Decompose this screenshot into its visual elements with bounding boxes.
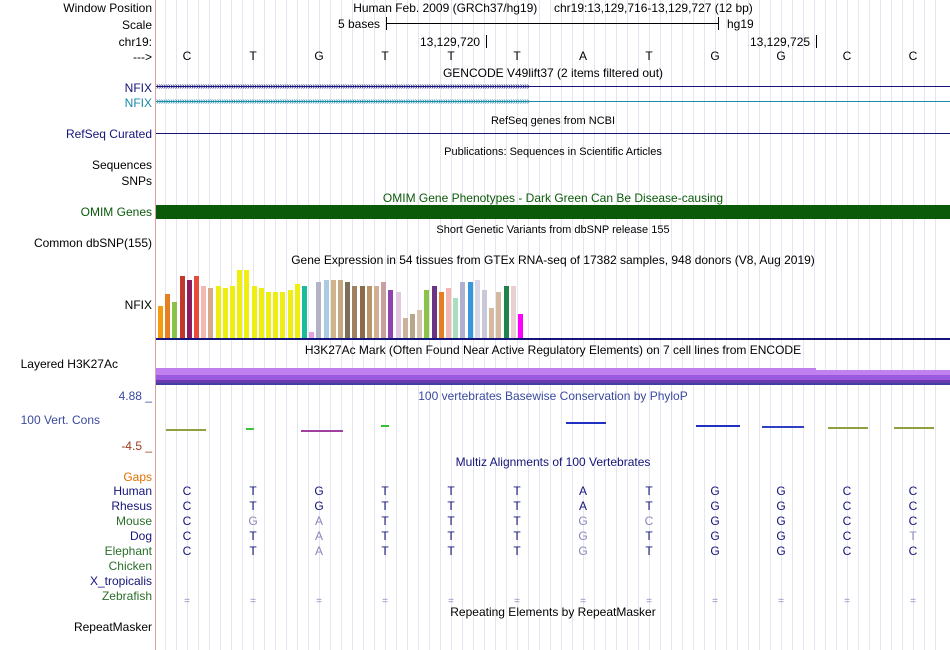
layered-h3k27ac-label[interactable]: Layered H3K27Ac (20, 357, 118, 371)
reference-base: C (842, 49, 852, 63)
gtex-tissue-bar[interactable] (410, 314, 415, 338)
multiz-species-label[interactable]: Elephant (104, 544, 152, 558)
multiz-base: T (447, 499, 455, 513)
gencode-title: GENCODE V49lift37 (2 items filtered out) (442, 66, 664, 80)
multiz-base: T (645, 484, 653, 498)
gtex-tissue-bar[interactable] (187, 280, 192, 338)
phylop-min-label: -4.5 _ (121, 439, 152, 453)
gtex-tissue-bar[interactable] (331, 280, 336, 338)
nfix-transcript-2[interactable]: ›››››››››››››››››››››››››››››››››››››››››››››››››››››››››››››››››››››››››››››››››››››››››››››››››››››››››››››››››››››››››››››››››››››››››››››››››››››››››››››››› (156, 97, 950, 107)
gtex-tissue-bar[interactable] (511, 286, 516, 338)
multiz-base: = (778, 596, 784, 607)
multiz-base: T (645, 499, 653, 513)
multiz-base: T (645, 529, 653, 543)
h3k27ac-layer-4[interactable] (156, 383, 950, 385)
multiz-base: = (382, 596, 388, 607)
omim-genes-label[interactable]: OMIM Genes (80, 205, 152, 219)
multiz-base: T (447, 544, 455, 558)
gtex-tissue-bar[interactable] (230, 286, 235, 338)
reference-base: C (182, 49, 192, 63)
scale-bases-text: 5 bases (338, 17, 381, 31)
coordinate-label-1: 13,129,720 (420, 35, 481, 49)
reference-base: T (249, 49, 257, 63)
common-dbsnp-label[interactable]: Common dbSNP(155) (33, 236, 152, 250)
multiz-base: C (908, 484, 918, 498)
phylop-mark (166, 429, 206, 431)
multiz-base: G (776, 499, 786, 513)
multiz-base: = (910, 596, 916, 607)
multiz-base: T (249, 499, 257, 513)
nfix-transcript-1[interactable]: ›››››››››››››››››››››››››››››››››››››››››››››››››››››››››››››››››››››››››››››››››››››››››››››››››››››››››››››››››››››››››››››››››››››››››››››››››››››››››››››››› (156, 82, 950, 92)
repeatmasker-title: Repeating Elements by RepeatMasker (450, 605, 656, 619)
reference-base: T (513, 49, 521, 63)
gtex-tissue-bar[interactable] (360, 286, 365, 338)
multiz-base: = (448, 596, 454, 607)
omim-gene-bar[interactable] (156, 205, 950, 219)
chromosome-label: chr19: (118, 35, 152, 49)
gtex-tissue-bar[interactable] (208, 288, 213, 338)
multiz-base: G (710, 499, 720, 513)
multiz-base: G (776, 544, 786, 558)
phylop-max-label: 4.88 _ (118, 389, 152, 403)
multiz-species-label[interactable]: Rhesus (111, 499, 152, 513)
multiz-base: G (314, 484, 324, 498)
multiz-base: = (646, 596, 652, 607)
phylop-title: 100 vertebrates Basewise Conservation by PhyloP (418, 389, 688, 403)
gtex-tissue-bar[interactable] (396, 292, 401, 338)
multiz-species-label[interactable]: Chicken (108, 559, 152, 573)
multiz-base: = (580, 596, 586, 607)
gtex-tissue-bar[interactable] (439, 292, 444, 338)
gtex-tissue-bar[interactable] (244, 270, 249, 338)
gtex-tissue-bar[interactable] (388, 290, 393, 338)
reference-base: A (578, 49, 587, 63)
multiz-base: T (513, 544, 521, 558)
track-label-column (0, 0, 155, 650)
multiz-base: = (844, 596, 850, 607)
scale-bar-right-tick (718, 17, 719, 30)
phylop-mark (566, 422, 606, 424)
multiz-base: C (182, 484, 192, 498)
reference-base: G (710, 49, 720, 63)
multiz-species-label[interactable]: Human (113, 484, 152, 498)
nfix-gencode-label-1[interactable]: NFIX (124, 81, 152, 95)
dbsnp-title: Short Genetic Variants from dbSNP release 155 (436, 224, 670, 236)
multiz-base: T (513, 484, 521, 498)
gtex-tissue-bar[interactable] (216, 286, 221, 338)
gtex-tissue-bar[interactable] (374, 286, 379, 338)
gtex-tissue-bar[interactable] (417, 310, 422, 338)
gtex-tissue-bar[interactable] (158, 306, 163, 338)
gtex-tissue-bar[interactable] (453, 298, 458, 338)
phylop-mark (246, 428, 254, 430)
reference-base: T (447, 49, 455, 63)
nfix-gencode-label-2[interactable]: NFIX (124, 96, 152, 110)
multiz-base: G (578, 544, 588, 558)
gtex-bar-chart[interactable] (156, 268, 950, 338)
multiz-species-label[interactable]: X_tropicalis (89, 574, 152, 588)
scale-label: Scale (121, 18, 152, 32)
gtex-tissue-bar[interactable] (518, 314, 523, 338)
gtex-tissue-bar[interactable] (338, 280, 343, 338)
gtex-tissue-bar[interactable] (172, 302, 177, 338)
multiz-base: G (776, 514, 786, 528)
gtex-tissue-bar[interactable] (460, 282, 465, 338)
multiz-base: G (248, 514, 258, 528)
strand-arrow-label: ---> (133, 50, 152, 64)
scale-bar (386, 23, 718, 24)
gtex-tissue-bar[interactable] (302, 286, 307, 338)
gtex-baseline (156, 338, 950, 340)
multiz-base: G (710, 514, 720, 528)
gtex-tissue-bar[interactable] (345, 282, 350, 338)
multiz-base: T (249, 544, 257, 558)
h3k27ac-layer-1[interactable] (156, 368, 816, 375)
gtex-tissue-bar[interactable] (180, 276, 185, 338)
h3k27ac-title: H3K27Ac Mark (Often Found Near Active Regulatory Elements) on 7 cell lines from ENCODE (304, 343, 802, 357)
gtex-tissue-bar[interactable] (324, 280, 329, 338)
multiz-base: C (644, 514, 654, 528)
multiz-base: T (447, 484, 455, 498)
multiz-base: G (578, 514, 588, 528)
multiz-base: G (776, 484, 786, 498)
multiz-base: T (381, 514, 389, 528)
gtex-tissue-bar[interactable] (295, 284, 300, 338)
gtex-tissue-bar[interactable] (194, 276, 199, 338)
gtex-tissue-bar[interactable] (424, 290, 429, 338)
gtex-tissue-bar[interactable] (273, 292, 278, 338)
gtex-tissue-bar[interactable] (475, 280, 480, 338)
multiz-base: T (513, 529, 521, 543)
gtex-tissue-bar[interactable] (352, 286, 357, 338)
gtex-title: Gene Expression in 54 tissues from GTEx RNA-seq of 17382 samples, 948 donors (V8, Aug 2019) (291, 253, 815, 267)
gtex-tissue-bar[interactable] (403, 318, 408, 338)
gtex-tissue-bar[interactable] (259, 288, 264, 338)
multiz-base: C (908, 514, 918, 528)
refseq-gene-line[interactable] (156, 133, 950, 134)
multiz-base: = (316, 596, 322, 607)
phylop-mark (828, 427, 868, 429)
multiz-base: T (381, 484, 389, 498)
gtex-tissue-bar[interactable] (316, 282, 321, 338)
multiz-base: G (776, 529, 786, 543)
multiz-base: C (182, 514, 192, 528)
multiz-base: T (909, 529, 917, 543)
gtex-tissue-bar[interactable] (446, 288, 451, 338)
gtex-tissue-bar[interactable] (237, 270, 242, 338)
reference-base: G (776, 49, 786, 63)
multiz-base: C (842, 514, 852, 528)
multiz-base: T (381, 529, 389, 543)
coordinate-tick-2 (816, 35, 817, 48)
position-header (156, 1, 950, 15)
multiz-base: = (250, 596, 256, 607)
gtex-tissue-bar[interactable] (165, 294, 170, 338)
assembly-name: Human Feb. 2009 (GRCh37/hg19) (353, 1, 538, 15)
phylop-mark (301, 430, 343, 432)
multiz-base: A (314, 529, 323, 543)
window-position-label: Window Position (63, 1, 152, 15)
multiz-base: C (842, 499, 852, 513)
omim-title: OMIM Gene Phenotypes - Dark Green Can Be Disease-causing (382, 191, 724, 205)
multiz-base: C (842, 544, 852, 558)
refseq-title: RefSeq genes from NCBI (490, 115, 616, 127)
multiz-base: C (908, 499, 918, 513)
gtex-tissue-bar[interactable] (432, 286, 437, 338)
phylop-mark (762, 426, 804, 428)
multiz-species-label[interactable]: Mouse (115, 514, 152, 528)
multiz-species-label[interactable]: Dog (129, 529, 152, 543)
sequences-label[interactable]: Sequences (91, 158, 152, 172)
multiz-base: T (513, 499, 521, 513)
gtex-tissue-bar[interactable] (489, 308, 494, 338)
multiz-base: T (447, 529, 455, 543)
multiz-base: T (645, 544, 653, 558)
multiz-base: C (182, 499, 192, 513)
gtex-tissue-bar[interactable] (468, 282, 473, 338)
multiz-species-label[interactable]: Zebrafish (101, 589, 152, 603)
multiz-base: C (842, 529, 852, 543)
multiz-base: A (578, 484, 587, 498)
publications-title: Publications: Sequences in Scientific Articles (444, 146, 662, 158)
multiz-base: A (314, 544, 323, 558)
multiz-base: C (182, 529, 192, 543)
gtex-tissue-bar[interactable] (367, 286, 372, 338)
vert-cons-label[interactable]: 100 Vert. Cons (20, 413, 100, 427)
gtex-nfix-label[interactable]: NFIX (124, 298, 152, 312)
gtex-tissue-bar[interactable] (381, 282, 386, 338)
gaps-label[interactable]: Gaps (123, 470, 152, 484)
gtex-tissue-bar[interactable] (252, 286, 257, 338)
position-range: chr19:13,129,716-13,129,727 (12 bp) (553, 1, 753, 15)
reference-base: G (314, 49, 324, 63)
coordinate-label-2: 13,129,725 (750, 35, 811, 49)
multiz-base: G (578, 529, 588, 543)
multiz-base: G (710, 484, 720, 498)
repeatmasker-label[interactable]: RepeatMasker (73, 620, 152, 634)
multiz-base: G (710, 529, 720, 543)
multiz-base: = (712, 596, 718, 607)
coordinate-tick-1 (486, 35, 487, 48)
multiz-base: A (314, 514, 323, 528)
phylop-mark (894, 427, 934, 429)
gtex-tissue-bar[interactable] (266, 292, 271, 338)
phylop-mark (696, 425, 740, 427)
multiz-base: G (314, 499, 324, 513)
reference-base: T (381, 49, 389, 63)
multiz-base: G (710, 544, 720, 558)
multiz-base: C (182, 544, 192, 558)
multiz-base: C (842, 484, 852, 498)
refseq-curated-label[interactable]: RefSeq Curated (65, 127, 152, 141)
gtex-tissue-bar[interactable] (496, 292, 501, 338)
multiz-title: Multiz Alignments of 100 Vertebrates (455, 455, 651, 469)
multiz-base: T (381, 499, 389, 513)
gtex-tissue-bar[interactable] (223, 288, 228, 338)
snps-label[interactable]: SNPs (121, 174, 152, 188)
multiz-base: T (249, 529, 257, 543)
multiz-base: C (908, 544, 918, 558)
gtex-tissue-bar[interactable] (288, 290, 293, 338)
multiz-base: T (249, 484, 257, 498)
gtex-tissue-bar[interactable] (280, 292, 285, 338)
reference-base: C (908, 49, 918, 63)
gtex-tissue-bar[interactable] (504, 286, 509, 338)
gtex-tissue-bar[interactable] (482, 290, 487, 338)
multiz-base: T (447, 514, 455, 528)
multiz-base: = (514, 596, 520, 607)
reference-base: T (645, 49, 653, 63)
multiz-base: T (513, 514, 521, 528)
scale-db-text: hg19 (727, 17, 754, 31)
phylop-mark (381, 425, 389, 427)
multiz-base: T (381, 544, 389, 558)
multiz-base: = (184, 596, 190, 607)
multiz-base: A (578, 499, 587, 513)
track-area[interactable] (156, 0, 950, 650)
gtex-tissue-bar[interactable] (201, 286, 206, 338)
